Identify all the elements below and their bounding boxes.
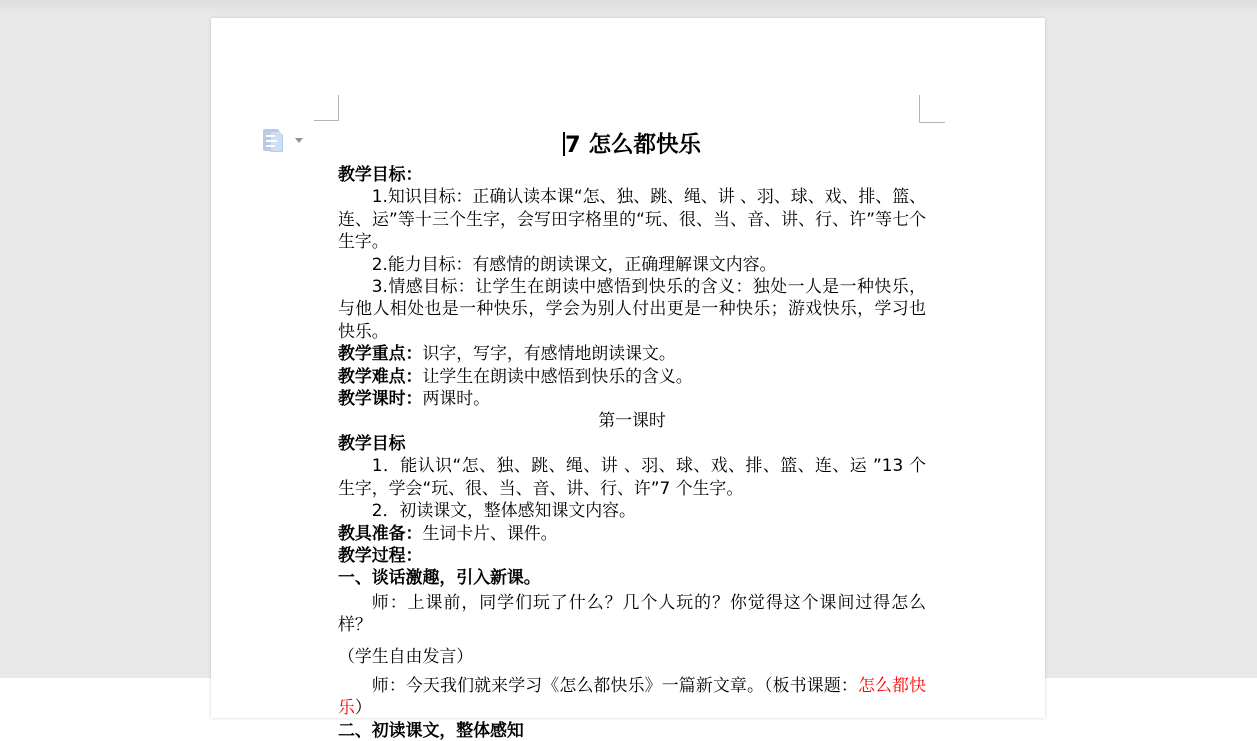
paste-options-icon	[263, 129, 283, 152]
text-run: 一、谈话激趣，引入新课。	[338, 567, 541, 588]
text-run: 教具准备：	[338, 522, 423, 543]
chevron-down-icon[interactable]	[295, 138, 303, 143]
para-guocheng	[338, 544, 926, 566]
margin-crop-mark-top-right	[919, 95, 920, 122]
text-run: 2．初读课文，整体感知课文内容。	[371, 500, 636, 521]
paste-icon-fold	[279, 131, 283, 135]
text-run: 1.知识目标：正确认读本课“怎、独、跳、绳、讲 、羽、球、戏、排、篮、连、运”等十三个生字，会写田字格里的“玩、很、当、音、讲、行、许”等七个生字。	[338, 186, 926, 252]
margin-crop-mark-top-right	[919, 122, 945, 123]
text-run: 二、初读课文，整体感知	[338, 719, 524, 740]
text-run: 识字，写字，有感情地朗读课文。	[422, 343, 676, 364]
text-run: 教学目标：	[338, 164, 423, 184]
para-jiaoxue-mubiao-label	[338, 163, 926, 185]
para-nandian	[338, 365, 926, 387]
text-run: （学生自由发言）	[338, 645, 474, 666]
text-run: 教学重点：	[338, 343, 423, 364]
para-tanhua	[338, 566, 926, 588]
text-run: 教学课时：	[338, 388, 423, 409]
document-text-area[interactable]	[338, 130, 926, 741]
margin-crop-mark-top-left	[314, 120, 339, 121]
paste-icon-line	[266, 135, 275, 137]
text-run: 怎么都快乐	[338, 674, 926, 718]
para-qinggan-mubiao	[338, 275, 926, 342]
margin-crop-mark-top-left	[338, 95, 339, 120]
para-diyi-keshi	[338, 409, 926, 431]
para-xuesheng-fayan	[338, 645, 926, 667]
text-run: 教学过程：	[338, 544, 423, 565]
text-run: 3.情感目标：让学生在朗读中感悟到快乐的含义：独处一人是一种快乐，与他人相处也是一种快乐，学会为别人付出更是一种快乐；游戏快乐，学习也快乐。	[338, 276, 926, 341]
paste-options-button[interactable]	[261, 128, 307, 154]
text-run: ）	[354, 697, 372, 718]
para-zhishi-mubiao	[338, 185, 926, 252]
para-jiaoju	[338, 522, 926, 544]
para-chudu	[338, 499, 926, 521]
para-nengrenshi	[338, 454, 926, 499]
para-chudu-ganzhi	[338, 719, 926, 741]
canvas-top-shade	[0, 0, 1257, 16]
text-run: 第一课时	[598, 410, 666, 431]
text-run: 2.能力目标：有感情的朗读课文，正确理解课文内容。	[371, 253, 777, 274]
text-run: 1．能认识“怎、独、跳、绳、讲 、羽、球、戏、排、篮、连、运 ”13 个生字，学会“玩、很、当、音、讲、行、许”7 个生字。	[338, 455, 926, 498]
document-page	[211, 18, 1045, 740]
doc-title	[338, 130, 926, 160]
para-keshi	[338, 387, 926, 409]
text-run: 让学生在朗读中感悟到快乐的含义。	[422, 365, 693, 386]
para-nengli-mubiao	[338, 253, 926, 275]
text-run: 生词卡片、课件。	[422, 522, 558, 543]
para-mubiao-2	[338, 432, 926, 454]
paste-icon-line	[266, 145, 275, 147]
text-run: 教学难点：	[338, 365, 423, 386]
text-run: 教学目标	[338, 432, 406, 453]
paste-icon-line	[266, 140, 277, 142]
text-run: 7 怎么都快乐	[565, 132, 701, 158]
text-run: 两课时。	[422, 388, 491, 409]
para-zhongdian	[338, 342, 926, 364]
para-shi-jintian	[338, 674, 926, 719]
text-run: 师：上课前，同学们玩了什么？几个人玩的？你觉得这个课间过得怎么样？	[338, 591, 926, 635]
text-run: 师：今天我们就来学习《怎么都快乐》一篇新文章。（板书课题：	[371, 674, 858, 695]
para-shi-shangke	[338, 591, 926, 636]
